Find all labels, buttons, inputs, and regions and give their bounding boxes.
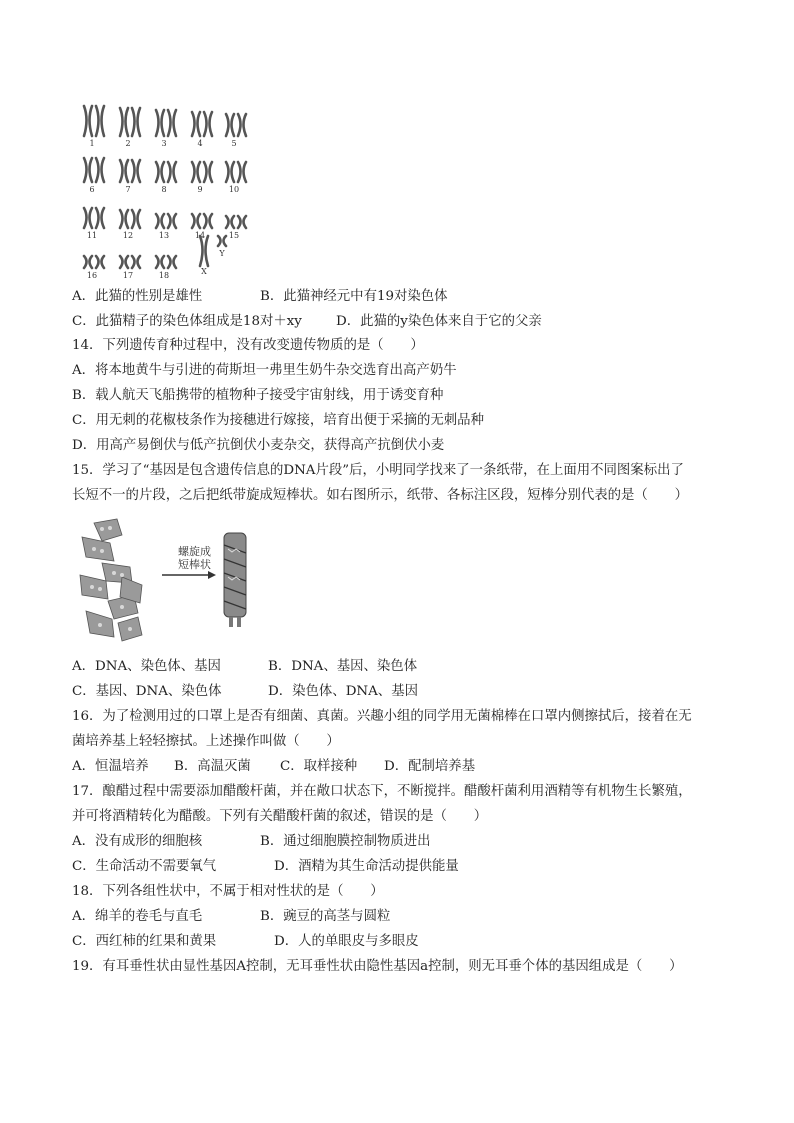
chromosome-9-b <box>204 162 212 182</box>
chromosome-number-18: 18 <box>158 271 170 278</box>
q19-stem: 19．有耳垂性状由显性基因A控制，无耳垂性状由隐性基因a控制，则无耳垂个体的基因组成是（ ） <box>72 959 683 974</box>
q15-stem-line2: 长短不一的片段，之后把纸带旋成短棒状。如右图所示，纸带、各标注区段，短棒分别代表的是（ ） <box>72 488 688 503</box>
figure-label-line2: 短棒状 <box>178 558 211 571</box>
chromosome-number-6: 6 <box>89 185 95 194</box>
q16-option-a[interactable]: A．恒温培养 <box>72 759 149 774</box>
chromosome-number-17: 17 <box>122 271 134 278</box>
q15-options-row2 <box>72 683 418 701</box>
chromosome-17-a <box>120 256 128 268</box>
q17-option-b[interactable]: B．通过细胞膜控制物质进出 <box>260 834 431 849</box>
chromosome-1-b <box>96 106 104 136</box>
chromosome-13-a <box>156 214 164 228</box>
chromosome-14-b <box>204 214 212 228</box>
q15-option-a[interactable]: A．DNA、染色体、基因 <box>72 659 221 674</box>
q13-option-d[interactable]: D．此猫的y染色体来自于它的父亲 <box>336 314 542 329</box>
chromosome-4-a <box>192 112 200 136</box>
chromosome-13-b <box>168 214 176 228</box>
chromosome-5-a <box>226 114 234 136</box>
chromosome-18-b <box>168 256 176 268</box>
chromosome-6-a <box>84 158 92 182</box>
chromosome-12-a <box>120 210 128 228</box>
q17-option-c[interactable]: C．生命活动不需要氧气 <box>72 859 217 874</box>
q17-stem-line1: 17．酿醋过程中需要添加醋酸杆菌，并在敞口状态下，不断搅拌。醋酸杆菌利用酒精等有机物生长繁殖， <box>72 784 692 799</box>
chromosome-4-b <box>204 112 212 136</box>
q13-option-b[interactable]: B．此猫神经元中有19对染色体 <box>260 289 448 304</box>
chromosome-3-a <box>156 110 164 136</box>
chromosome-number-10: 10 <box>228 185 240 194</box>
q16-options-row <box>72 758 476 776</box>
chromosome-17-b <box>132 256 140 268</box>
chromosome-11-a <box>84 208 92 228</box>
chromosome-11-b <box>96 208 104 228</box>
q16-option-d[interactable]: D．配制培养基 <box>384 759 476 774</box>
chromosome-x <box>200 236 208 266</box>
chromosome-number-14: 14 <box>194 231 206 240</box>
chromosome-6-b <box>96 158 104 182</box>
chromosome-2-b <box>132 108 140 136</box>
chromosome-number-9: 9 <box>197 185 203 194</box>
q15-option-b[interactable]: B．DNA、基因、染色体 <box>268 659 418 674</box>
q17-stem-line2: 并可将酒精转化为醋酸。下列有关醋酸杆菌的叙述，错误的是（ ） <box>72 809 488 824</box>
chromosome-8-a <box>156 162 164 182</box>
chromosome-7-b <box>132 160 140 182</box>
paper-strip-figure <box>72 515 272 650</box>
chromosome-9-a <box>192 162 200 182</box>
q15-option-c[interactable]: C．基因、DNA、染色体 <box>72 684 222 699</box>
q14-stem: 14．下列遗传育种过程中，没有改变遗传物质的是（ ） <box>72 338 424 353</box>
chromosome-number-11: 11 <box>86 231 98 240</box>
chromosome-5-b <box>238 114 246 136</box>
chromosome-number-5: 5 <box>231 139 237 148</box>
q16-stem-line1: 16．为了检测用过的口罩上是否有细菌、真菌。兴趣小组的同学用无菌棉棒在口罩内侧擦拭后，接着在无 <box>72 709 692 724</box>
arrow-head <box>208 571 216 579</box>
q17-option-a[interactable]: A．没有成形的细胞核 <box>72 834 203 849</box>
chromosome-15-a <box>226 216 234 228</box>
chromosome-10-b <box>238 162 246 182</box>
q15-option-d[interactable]: D．染色体、DNA、基因 <box>268 684 418 699</box>
chromosome-number-1: 1 <box>89 139 95 148</box>
short-rod <box>224 533 246 627</box>
q14-option-c[interactable]: C．用无刺的花椒枝条作为接穗进行嫁接，培育出便于采摘的无刺品种 <box>72 413 484 428</box>
q15-options-row1 <box>72 658 418 676</box>
chromosome-16-b <box>96 256 104 268</box>
q15-stem-line1: 15．学习了“基因是包含遗传信息的DNA片段”后，小明同学找来了一条纸带，在上面用不同图案标出了 <box>72 463 684 478</box>
chromosome-number-x: X <box>201 267 207 276</box>
chromosome-10-a <box>226 162 234 182</box>
chromosome-14-a <box>192 214 200 228</box>
chromosome-1-a <box>84 106 92 136</box>
chromosome-number-12: 12 <box>122 231 134 240</box>
q18-option-c[interactable]: C．西红柿的红果和黄果 <box>72 934 217 949</box>
chromosome-16-a <box>84 256 92 268</box>
q17-options-row2 <box>72 858 459 876</box>
q16-option-c[interactable]: C．取样接种 <box>280 759 358 774</box>
chromosome-number-4: 4 <box>197 139 203 148</box>
chromosome-number-15: 15 <box>228 231 240 240</box>
figure-label-line1: 螺旋成 <box>178 545 211 558</box>
q18-stem: 18．下列各组性状中，不属于相对性状的是（ ） <box>72 884 384 899</box>
chromosome-number-8: 8 <box>161 185 167 194</box>
chromosome-12-b <box>132 210 140 228</box>
q17-option-d[interactable]: D．酒精为其生命活动提供能量 <box>274 859 459 874</box>
chromosome-y <box>218 236 226 246</box>
q16-stem-line2: 菌培养基上轻轻擦拭。上述操作叫做（ ） <box>72 734 340 749</box>
chromosome-18-a <box>156 256 164 268</box>
chromosome-8-b <box>168 162 176 182</box>
q18-option-a[interactable]: A．绵羊的卷毛与直毛 <box>72 909 203 924</box>
chromosome-number-3: 3 <box>161 139 167 148</box>
chromosome-2-a <box>120 108 128 136</box>
q14-option-d[interactable]: D．用高产易倒伏与低产抗倒伏小麦杂交，获得高产抗倒伏小麦 <box>72 438 445 453</box>
chromosome-3-b <box>168 110 176 136</box>
q18-option-d[interactable]: D．人的单眼皮与多眼皮 <box>274 934 419 949</box>
q18-option-b[interactable]: B．豌豆的高茎与圆粒 <box>260 909 391 924</box>
q13-option-c[interactable]: C．此猫精子的染色体组成是18对＋xy <box>72 314 302 329</box>
chromosome-number-2: 2 <box>125 139 131 148</box>
q14-option-a[interactable]: A．将本地黄牛与引进的荷斯坦一弗里生奶牛杂交选育出高产奶牛 <box>72 363 457 378</box>
q17-options-row1 <box>72 833 431 851</box>
chromosome-number-y: Y <box>219 249 225 258</box>
q13-options-row1 <box>72 288 448 306</box>
chromosome-number-13: 13 <box>158 231 170 240</box>
q13-options-row2 <box>72 313 542 331</box>
chromosome-number-16: 16 <box>86 271 98 278</box>
q13-option-a[interactable]: A．此猫的性别是雄性 <box>72 289 203 304</box>
paper-strip-illustration <box>72 515 272 650</box>
q18-options-row1 <box>72 908 391 926</box>
karyotype-figure <box>80 100 260 278</box>
chromosome-7-a <box>120 160 128 182</box>
chromosome-15-b <box>238 216 246 228</box>
q16-option-b[interactable]: B．高温灭菌 <box>174 759 251 774</box>
q18-options-row2 <box>72 933 419 951</box>
q14-option-b[interactable]: B．载人航天飞船携带的植物种子接受宇宙射线，用于诱变育种 <box>72 388 444 403</box>
chromosome-number-7: 7 <box>125 185 131 194</box>
